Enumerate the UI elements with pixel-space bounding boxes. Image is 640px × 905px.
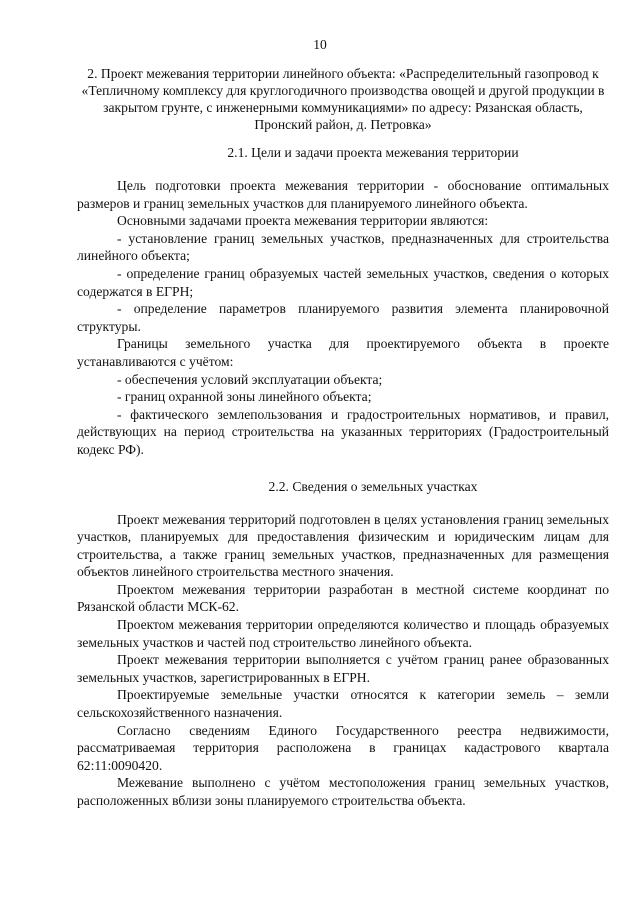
list-item: - определение границ образуемых частей земельных участков, сведения о которых содержатся в ЕГРН; (77, 265, 609, 299)
paragraph: Проектом межевания территории разработан в местной системе координат по Рязанской области МСК-62. (77, 581, 609, 615)
paragraph: Границы земельного участка для проектируемого объекта в проекте устанавливаются с учётом: (77, 336, 609, 369)
paragraph: Проектируемые земельные участки относятся к категории земель – земли сельскохозяйственного назначения. (77, 687, 609, 721)
paragraph: Межевание выполнено с учётом местоположения границ земельных участков, расположенных вблизи зоны планируемого строительства объекта. (77, 775, 609, 808)
list-item: - определение параметров планируемого развития элемента планировочной структуры. (77, 301, 609, 334)
list-item: - границ охранной зоны линейного объекта; (117, 389, 372, 405)
paragraph: Цель подготовки проекта межевания территории - обоснование оптимальных размеров и границ земельных участков для планируемого линейного объекта. (77, 178, 609, 211)
paragraph: Проект межевания территорий подготовлен в целях установления границ земельных участков, планируемых для предоставления физическим и юридическим лицам для строительства, а также границ земельных участков, предназначенных для размещения объектов линейного строительства местного значения. (77, 511, 609, 580)
paragraph: Основными задачами проекта межевания территории являются: (117, 213, 489, 229)
list-item: - обеспечения условий эксплуатации объекта; (117, 371, 383, 387)
page-content (77, 65, 609, 810)
list-item: - установление границ земельных участков, предназначенных для строительства линейного объекта; (77, 230, 609, 264)
paragraph: Проектом межевания территории определяются количество и площадь образуемых земельных участков и частей под строительство линейного объекта. (77, 617, 609, 650)
section-title: 2. Проект межевания территории линейного объекта: «Распределительный газопровод к «Тепличному комплексу для круглогодичного производства овощей и другой продукции в закрытом грунте, с инженерными коммуникациями» по адресу: Рязанская область, Пронский район, д. Петровка» (81, 66, 605, 132)
list-item: - фактического землепользования и градостроительных нормативов, и правил, действующих на период строительства на указанных территориях (Градостроительный кодекс РФ). (77, 406, 609, 457)
paragraph: Согласно сведениям Единого Государственного реестра недвижимости, рассматриваемая территория расположена в границах кадастрового квартала 62:11:0090420. (77, 722, 609, 773)
subsection-heading-2-2: 2.2. Сведения о земельных участках (268, 478, 478, 494)
subsection-heading-2-1: 2.1. Цели и задачи проекта межевания территории (227, 145, 519, 160)
page-number: 10 (313, 37, 327, 52)
paragraph: Проект межевания территории выполняется с учётом границ ранее образованных земельных участков, зарегистрированных в ЕГРН. (77, 652, 609, 685)
